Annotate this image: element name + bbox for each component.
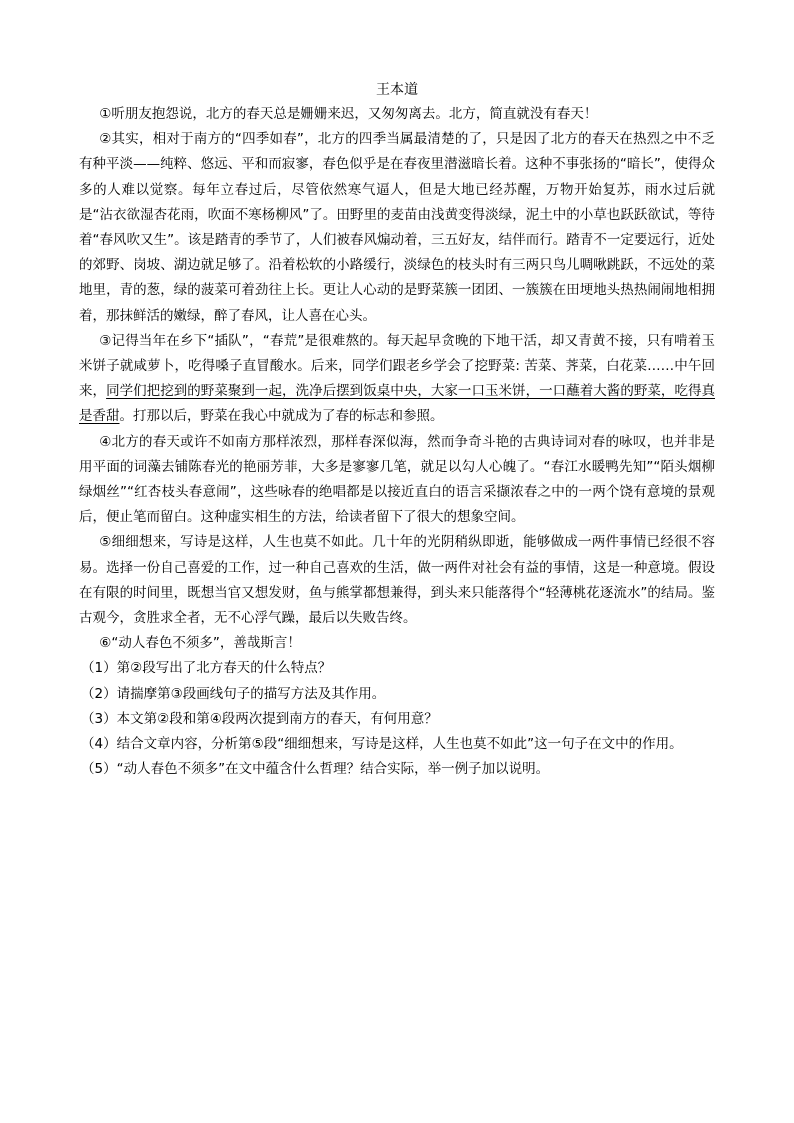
document-page — [79, 78, 715, 782]
paragraph-3 — [79, 329, 715, 430]
question-1: （1）第②段写出了北方春天的什么特点？ — [81, 660, 332, 677]
paragraph-3-text-before: ③记得当年在乡下“插队”，“春荒”是很难熬的。每天起早贪晚的下地干活，却又青黄不接，只有啃着玉米饼子就咸萝卜，吃得嗓子直冒酸水。后来，同学们跟老乡学会了挖野菜: 苦菜、荠菜，白花菜……中午回来， — [79, 332, 715, 400]
question-5: （5）“动人春色不须多”在文中蕴含什么哲理？结合实际，举一例子加以说明。 — [81, 761, 550, 778]
question-3: （3）本文第②段和第④段两次提到南方的春天，有何用意？ — [81, 710, 438, 727]
paragraph-3-text-after: 。打那以后，野菜在我心中就成为了春的标志和参照。 — [119, 408, 444, 425]
question-2: （2）请揣摩第③段画线句子的描写方法及其作用。 — [81, 685, 386, 702]
paragraph-4: ④北方的春天或许不如南方那样浓烈，那样春深似海，然而争奇斗艳的古典诗词对春的咏叹，也并非是用平面的词藻去铺陈春光的艳丽芳菲，大多是寥寥几笔，就足以勾人心魄了。“春江水暖鸭先知”“陌头烟柳绿烟丝”“红杏枝头春意闹”，这些咏春的绝唱都是以接近直白的语言采撷浓春之中的一两个饶有意境的景观后，便止笔而留白。这种虚实相生的方法，给读者留下了很大的想象空间。 — [79, 433, 715, 526]
paragraph-5: ⑤细细想来，写诗是这样，人生也莫不如此。几十年的光阴稍纵即逝，能够做成一两件事情已经很不容易。选择一份自己喜爱的工作，过一种自己喜欢的生活，做一两件对社会有益的事情，这是一种意境。假设在有限的时间里，既想当官又想发财，鱼与熊掌都想兼得，到头来只能落得个“轻薄桃花逐流水”的结局。鉴古观今，贪胜求全者，无不心浮气躁，最后以失败告终。 — [79, 534, 715, 627]
paragraph-1: ①听朋友抱怨说，北方的春天总是姗姗来迟，又匆匆离去。北方，简直就没有春天！ — [99, 106, 598, 122]
question-4: （4）结合文章内容，分析第⑤段“细细想来，写诗是这样，人生也莫不如此”这一句子在文中的作用。 — [81, 736, 683, 753]
article-title: 王本道 — [376, 82, 418, 98]
paragraph-2: ②其实，相对于南方的“四季如春”，北方的四季当属最清楚的了，只是因了北方的春天在热烈之中不乏有种平淡——纯粹、悠远、平和而寂寥，春色似乎是在春夜里潜滋暗长着。这种不事张扬的“暗长”，使得众多的人难以觉察。每年立春过后，尽管依然寒气逼人，但是大地已经苏醒，万物开始复苏，雨水过后就是“沾衣欲湿杏花雨，吹面不寒杨柳风”了。田野里的麦苗由浅黄变得淡绿，泥土中的小草也跃跃欲试，等待着“春风吹又生”。该是踏青的季节了，人们被春风煽动着，三五好友，结伴而行。踏青不一定要远行，近处的郊野、岗坡、湖边就足够了。沿着松软的小路缓行，淡绿色的枝头时有三两只鸟儿啁啾跳跃，不远处的菜地里，青的葱，绿的菠菜可着劲往上长。更让人心动的是野菜簇一团团、一簇簇在田埂地头热热闹闹地相拥着，那抹鲜活的嫩绿，醉了春风，让人喜在心头。 — [79, 131, 715, 324]
paragraph-6: ⑥“动人春色不须多”，善哉斯言！ — [99, 635, 301, 652]
underlined-sentence: 同学们把挖到的野菜聚到一起，洗净后摆到饭桌中央，大家一口玉米饼，一口蘸着大酱的野菜，吃得真是香甜 — [79, 383, 716, 425]
